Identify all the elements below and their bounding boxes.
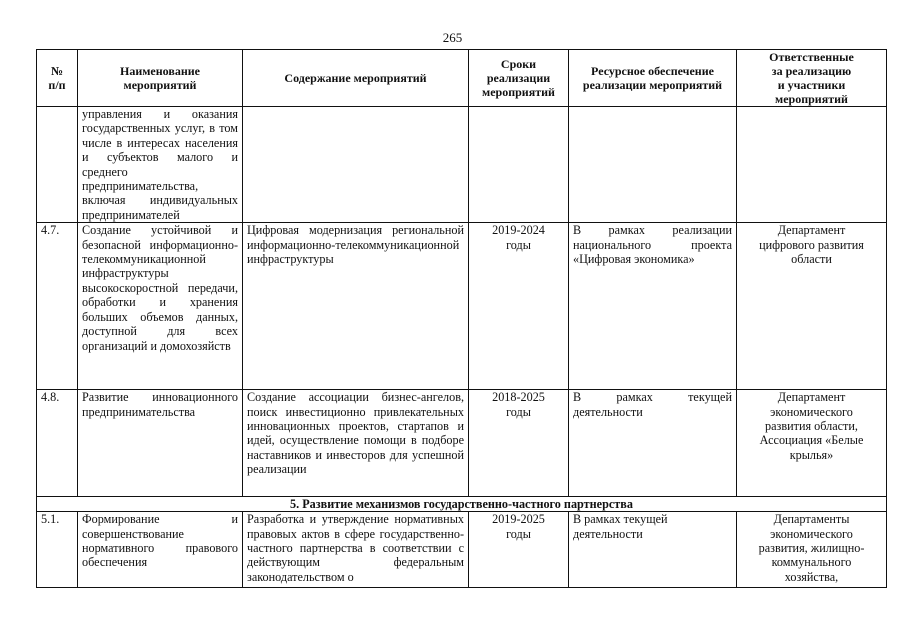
row-number: 5.1. xyxy=(37,512,78,588)
table-header-row xyxy=(37,50,887,107)
header-content: Содержание мероприятий xyxy=(243,50,469,107)
header-resources: Ресурсное обеспечение реализации мероприятий xyxy=(569,50,737,107)
row-number: 4.8. xyxy=(37,390,78,497)
activity-terms xyxy=(469,107,569,223)
activity-content: Цифровая модернизация региональной информационно-телекоммуникационной инфраструктуры xyxy=(243,223,469,390)
activity-resources xyxy=(569,107,737,223)
activity-name: Формирование и совершенствование нормативного правового обеспечения xyxy=(78,512,243,588)
section-title: 5. Развитие механизмов государственно-частного партнерства xyxy=(37,497,887,512)
activity-responsible: Департамент экономического развития области, Ассоциация «Белые крылья» xyxy=(737,390,887,497)
header-responsible: Ответственные за реализацию и участники мероприятий xyxy=(737,50,887,107)
activities-table xyxy=(36,49,887,588)
row-number: 4.7. xyxy=(37,223,78,390)
activity-terms: 2019-2024 годы xyxy=(469,223,569,390)
table-row xyxy=(37,390,887,497)
activity-name: управления и оказания государственных услуг, в том числе в интересах населения и субъектов малого и среднего предпринимательства, включая индивидуальных предпринимателей xyxy=(78,107,243,223)
header-name: Наименование мероприятий xyxy=(78,50,243,107)
header-terms: Сроки реализации мероприятий xyxy=(469,50,569,107)
table-row xyxy=(37,223,887,390)
activity-terms: 2018-2025 годы xyxy=(469,390,569,497)
activity-content xyxy=(243,107,469,223)
activity-content: Создание ассоциации бизнес-ангелов, поиск инвестиционно привлекательных инновационных проектов, стартапов и идей, осуществление помощи в подборе наставников и инвесторов для успешной реализации xyxy=(243,390,469,497)
section-heading-row xyxy=(37,497,887,512)
table-row xyxy=(37,512,887,588)
activity-name: Создание устойчивой и безопасной информационно-телекоммуникационной инфраструктуры высокоскоростной передачи, обработки и хранения больших объемов данных, доступной для всех организаций и домохозяйств xyxy=(78,223,243,390)
activity-terms: 2019-2025 годы xyxy=(469,512,569,588)
page-number: 265 xyxy=(442,30,463,45)
table-row xyxy=(37,107,887,223)
activity-responsible xyxy=(737,107,887,223)
activity-resources: В рамках текущей деятельности xyxy=(569,512,737,588)
header-num: № п/п xyxy=(37,50,78,107)
activity-resources: В рамках реализации национального проекта «Цифровая экономика» xyxy=(569,223,737,390)
activity-responsible: Департамент цифрового развития области xyxy=(737,223,887,390)
row-number xyxy=(37,107,78,223)
activity-resources: В рамках текущей деятельности xyxy=(569,390,737,497)
activity-name: Развитие инновационного предпринимательства xyxy=(78,390,243,497)
activity-responsible: Департаменты экономического развития, жилищно- коммунального хозяйства, xyxy=(737,512,887,588)
activity-content: Разработка и утверждение нормативных правовых актов в сфере государственно-частного партнерства в соответствии с действующим федеральным законодательством о xyxy=(243,512,469,588)
